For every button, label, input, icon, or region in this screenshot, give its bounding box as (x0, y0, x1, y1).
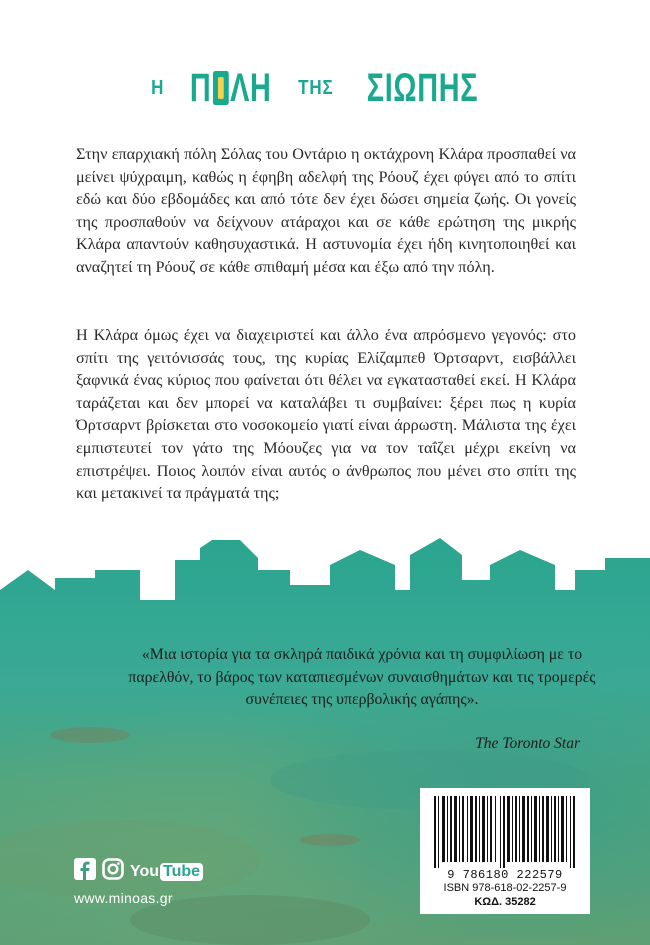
barcode-panel (420, 788, 590, 914)
facebook-icon[interactable] (74, 858, 96, 885)
title-word-of: ΤΗΣ (298, 76, 334, 99)
title-letter-p: Π (189, 65, 212, 110)
title-word-article: Η (151, 76, 165, 99)
social-links (74, 858, 203, 885)
blurb-paragraph-2: Η Κλάρα όμως έχει να διαχειριστεί και άλλο ένα απρόσμενο γεγονός: στο σπίτι της γειτόνισσάς τους, της κυρίας Ελίζαμπεθ Όρτσαρντ, εισβάλλει ξαφνικά ένας κύριος που φαίνεται ότι θέλει να εγκατασταθεί εκεί. Η Κλάρα ταράζεται και δεν μπορεί να καταλάβει τι συμβαίνει: ξέρει πως η κυρία Όρτσαρντ βρίσκεται στο νοσοκομείο γιατί είναι άρρωστη. Μάλιστα της έχει εμπιστευτεί τον γάτο της Μόουζες για να τον ταΐζει μέχρι εκείνη να επιστρέψει. Ποιος λοιπόν είναι αυτός ο άνθρωπος που μένει στο σπίτι της και μετακινεί τα πράγματά της; (76, 326, 576, 503)
isbn-number: ISBN 978-618-02-2257-9 (443, 882, 567, 894)
product-code: ΚΩΔ. 35282 (474, 896, 536, 908)
barcode-icon (434, 796, 576, 868)
title-word-city (190, 66, 272, 111)
title-word-silence: ΣΙΩΠΗΣ (366, 65, 479, 110)
youtube-label-you: You (130, 862, 160, 880)
review-quote: «Μια ιστορία για τα σκληρά παιδικά χρόνια και τη συμφιλίωση με το παρελθόν, το βάρος των καταπιεσμένων συναισθημάτων και τις τρομερές συνέπειες της υπερβολικής αγάπης». (128, 646, 596, 708)
title-o-emblem-icon (213, 71, 229, 105)
instagram-icon[interactable] (102, 858, 124, 885)
title-letters-lh: ΛΗ (229, 65, 272, 110)
publisher-website[interactable]: www.minoas.gr (74, 890, 173, 906)
youtube-label-tube: Tube (160, 863, 203, 881)
book-title (0, 58, 650, 118)
review-source: The Toronto Star (475, 735, 580, 752)
barcode-digits: 9 786180 222579 (447, 868, 563, 882)
blurb-paragraph-1: Στην επαρχιακή πόλη Σόλας του Οντάριο η οκτάχρονη Κλάρα προσπαθεί να μείνει ψύχραιμη, καθώς η έφηβη αδελφή της Ρόουζ έχει φύγει από το σπίτι εδώ και δύο εβδομάδες και από τότε δεν έχει δώσει σημεία ζωής. Οι γονείς της προσπαθούν να δείχνουν ατάραχοι και σε κάθε ερώτηση της μικρής Κλάρα απαντούν καθησυχαστικά. Η αστυνομία έχει ήδη κινητοποιηθεί και αναζητεί τη Ρόουζ σε κάθε σπιθαμή μέσα και έξω από την πόλη. (76, 145, 576, 276)
youtube-icon[interactable] (130, 863, 203, 881)
